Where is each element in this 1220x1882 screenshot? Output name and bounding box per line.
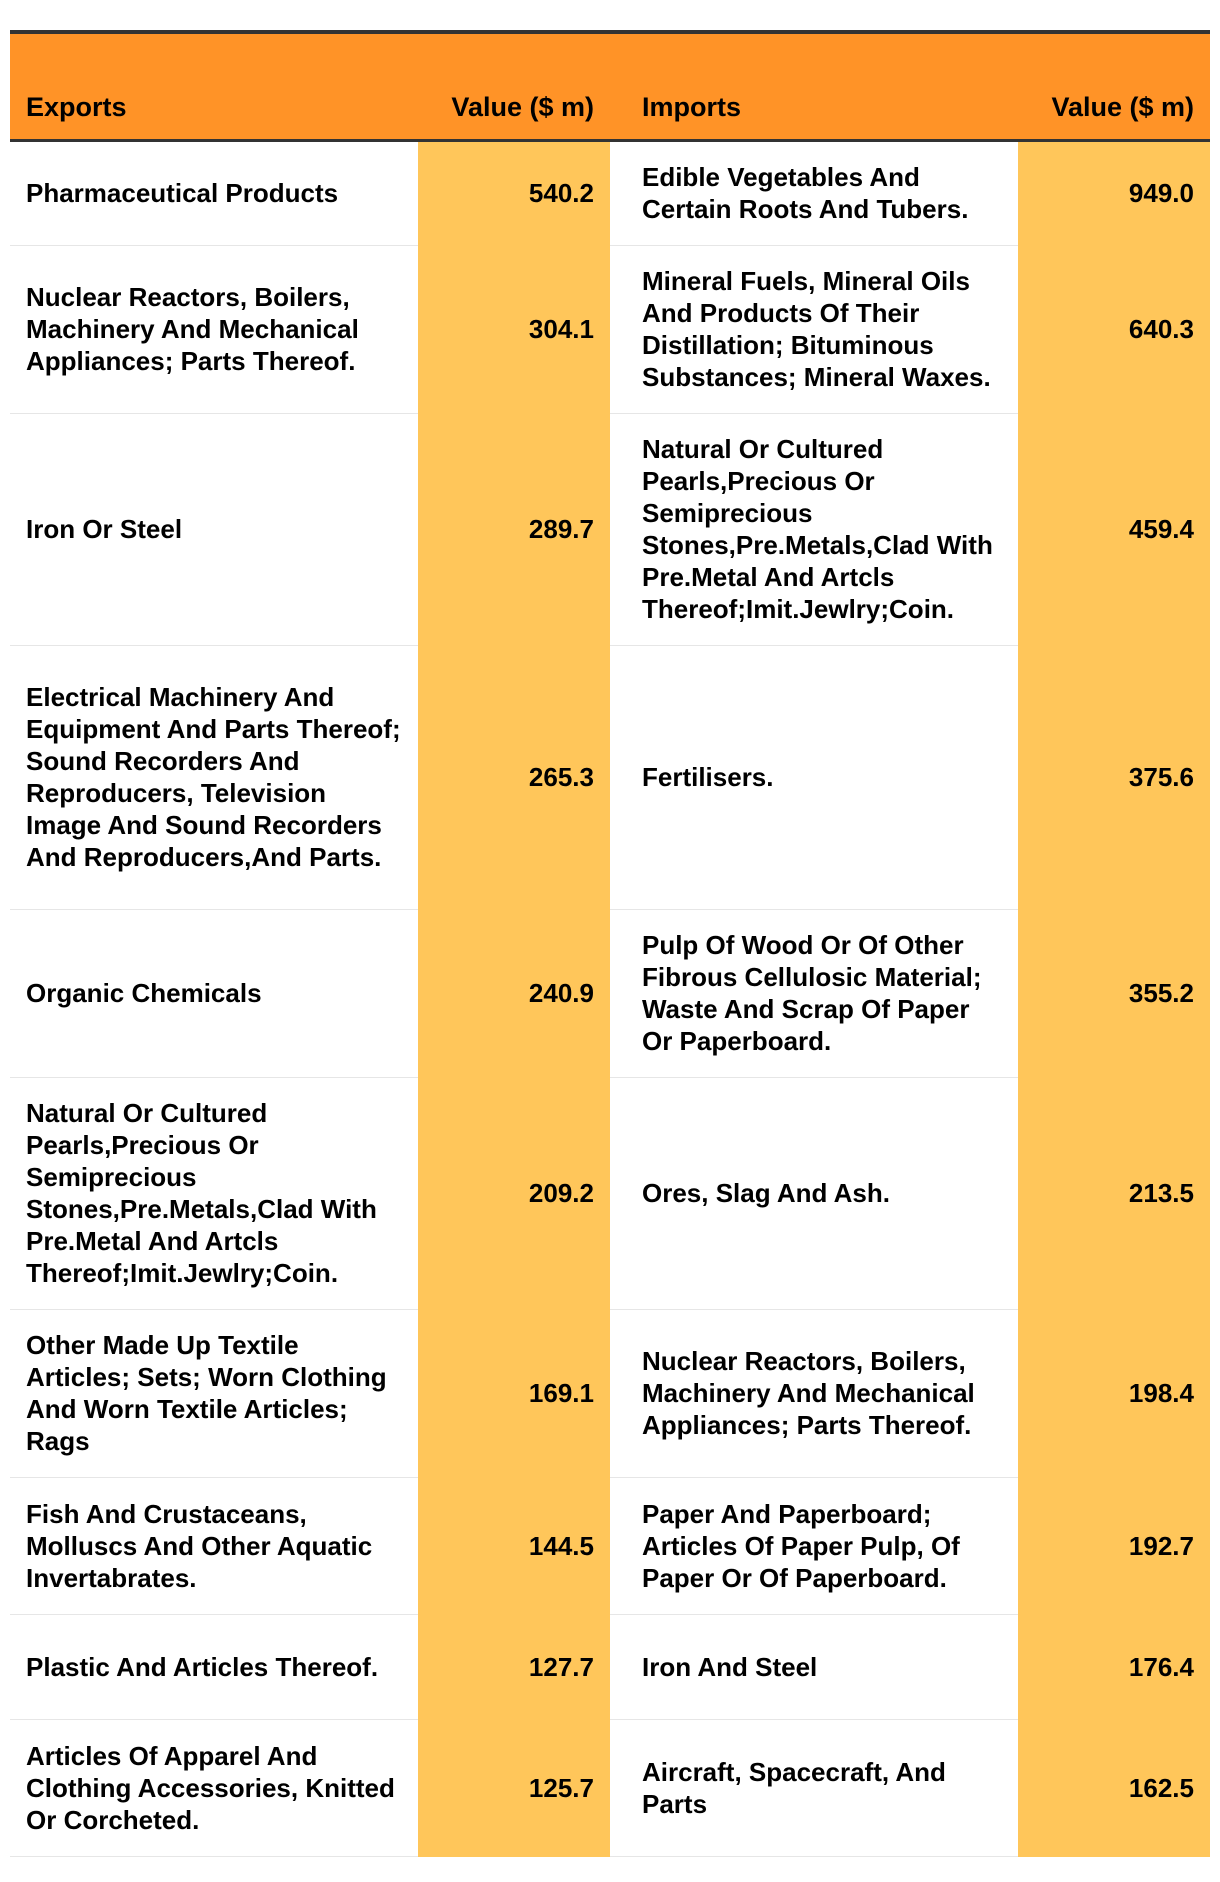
export-item: Articles Of Apparel And Clothing Accessories, Knitted Or Corcheted. <box>10 1719 418 1856</box>
import-value: 355.2 <box>1018 909 1210 1077</box>
header-row <box>10 34 1210 140</box>
export-value: 304.1 <box>418 245 610 413</box>
import-item: Iron And Steel <box>610 1614 1018 1719</box>
import-value: 176.4 <box>1018 1614 1210 1719</box>
imports-header: Imports <box>610 34 1018 140</box>
export-value: 540.2 <box>418 140 610 245</box>
export-item: Iron Or Steel <box>10 413 418 645</box>
import-value: 198.4 <box>1018 1309 1210 1477</box>
import-item: Mineral Fuels, Mineral Oils And Products Of Their Distillation; Bituminous Substances; Mineral Waxes. <box>610 245 1018 413</box>
export-item: Fish And Crustaceans, Molluscs And Other Aquatic Invertabrates. <box>10 1477 418 1614</box>
export-value: 144.5 <box>418 1477 610 1614</box>
export-item: Natural Or Cultured Pearls,Precious Or Semiprecious Stones,Pre.Metals,Clad With Pre.Metal And Artcls Thereof;Imit.Jewlry;Coin. <box>10 1077 418 1309</box>
export-item: Plastic And Articles Thereof. <box>10 1614 418 1719</box>
table-row <box>10 909 1210 1077</box>
table-row <box>10 1614 1210 1719</box>
export-value: 169.1 <box>418 1309 610 1477</box>
table-row <box>10 1719 1210 1856</box>
export-value: 240.9 <box>418 909 610 1077</box>
import-item: Natural Or Cultured Pearls,Precious Or Semiprecious Stones,Pre.Metals,Clad With Pre.Metal And Artcls Thereof;Imit.Jewlry;Coin. <box>610 413 1018 645</box>
table-row <box>10 140 1210 245</box>
table-row <box>10 1077 1210 1309</box>
import-value: 459.4 <box>1018 413 1210 645</box>
import-item: Aircraft, Spacecraft, And Parts <box>610 1719 1018 1856</box>
import-item: Pulp Of Wood Or Of Other Fibrous Cellulosic Material; Waste And Scrap Of Paper Or Paperboard. <box>610 909 1018 1077</box>
export-item: Nuclear Reactors, Boilers, Machinery And Mechanical Appliances; Parts Thereof. <box>10 245 418 413</box>
imports-value-header: Value ($ m) <box>1018 34 1210 140</box>
import-item: Fertilisers. <box>610 645 1018 909</box>
trade-table <box>10 34 1210 1857</box>
export-item: Pharmaceutical Products <box>10 140 418 245</box>
export-value: 265.3 <box>418 645 610 909</box>
import-value: 192.7 <box>1018 1477 1210 1614</box>
import-value: 162.5 <box>1018 1719 1210 1856</box>
export-item: Electrical Machinery And Equipment And Parts Thereof; Sound Recorders And Reproducers, Television Image And Sound Recorders And Reproducers,And Parts. <box>10 645 418 909</box>
export-value: 125.7 <box>418 1719 610 1856</box>
table-row <box>10 1477 1210 1614</box>
export-value: 209.2 <box>418 1077 610 1309</box>
table-row <box>10 413 1210 645</box>
table-row <box>10 245 1210 413</box>
export-value: 289.7 <box>418 413 610 645</box>
export-item: Other Made Up Textile Articles; Sets; Worn Clothing And Worn Textile Articles; Rags <box>10 1309 418 1477</box>
export-item: Organic Chemicals <box>10 909 418 1077</box>
exports-value-header: Value ($ m) <box>418 34 610 140</box>
trade-table-container <box>10 30 1210 1857</box>
import-item: Ores, Slag And Ash. <box>610 1077 1018 1309</box>
export-value: 127.7 <box>418 1614 610 1719</box>
table-row <box>10 1309 1210 1477</box>
import-item: Paper And Paperboard; Articles Of Paper Pulp, Of Paper Or Of Paperboard. <box>610 1477 1018 1614</box>
import-value: 640.3 <box>1018 245 1210 413</box>
import-value: 213.5 <box>1018 1077 1210 1309</box>
import-item: Nuclear Reactors, Boilers, Machinery And Mechanical Appliances; Parts Thereof. <box>610 1309 1018 1477</box>
import-value: 949.0 <box>1018 140 1210 245</box>
table-row <box>10 645 1210 909</box>
import-value: 375.6 <box>1018 645 1210 909</box>
import-item: Edible Vegetables And Certain Roots And Tubers. <box>610 140 1018 245</box>
exports-header: Exports <box>10 34 418 140</box>
